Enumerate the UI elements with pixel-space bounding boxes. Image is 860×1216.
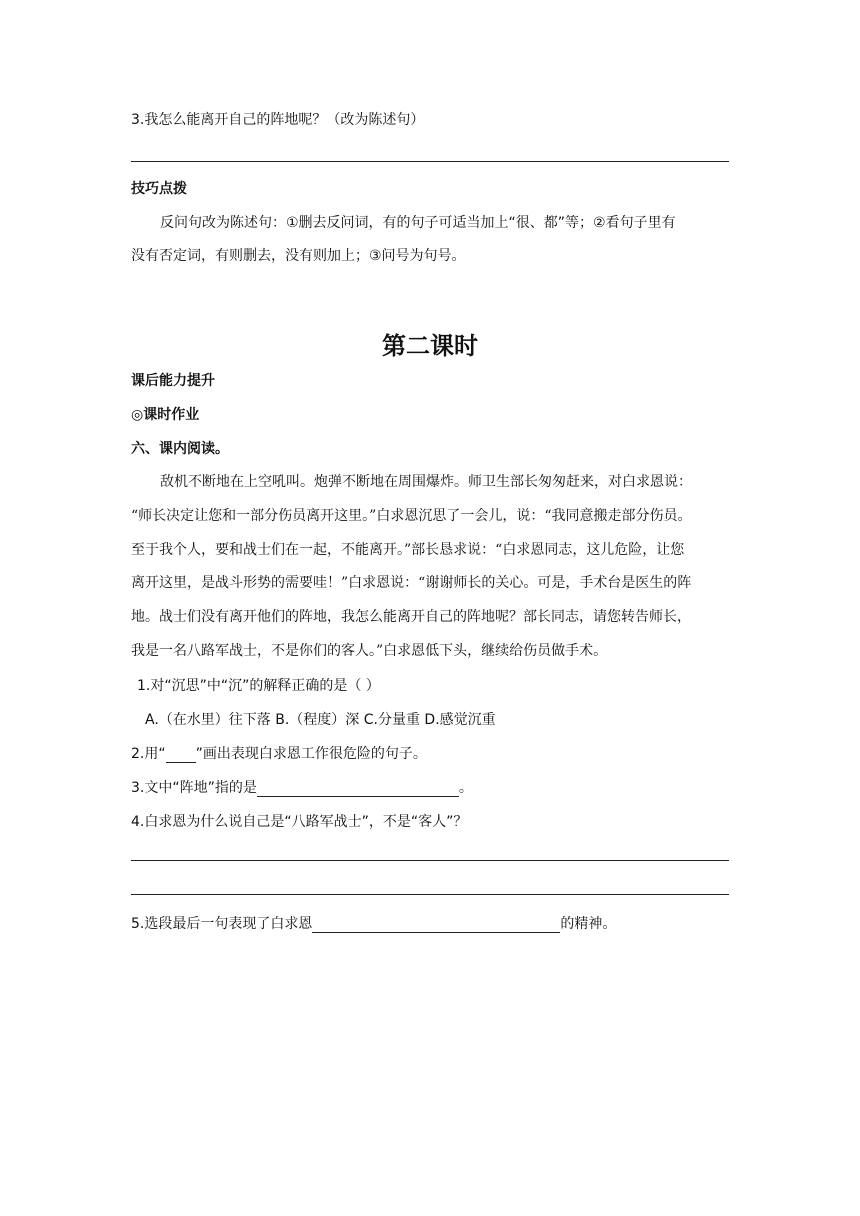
answer-blank[interactable] — [312, 918, 560, 933]
passage-line: 离开这里，是战斗形势的需要哇！”白求恩说：“谢谢师长的关心。可是，手术台是医生的阵 — [131, 575, 692, 591]
underline-sample — [166, 748, 196, 763]
question-3-text-post: 。 — [458, 780, 473, 796]
tips-line-2: 没有否定词，有则删去，没有则加上；③问号为句号。 — [131, 248, 466, 264]
tips-heading: 技巧点拨 — [131, 181, 187, 197]
passage-line: 地。战士们没有离开他们的阵地，我怎么能离开自己的阵地呢？部长同志，请您转告师长， — [131, 609, 691, 625]
question-3-rewrite: 3.我怎么能离开自己的阵地呢？（改为陈述句） — [131, 112, 425, 128]
question-3 — [131, 779, 473, 797]
question-1: 1.对“沉思”中“沉”的解释正确的是（ ） — [137, 678, 380, 694]
question-1-options: A.（在水里）往下落 B.（程度）深 C.分量重 D.感觉沉重 — [145, 712, 496, 728]
question-5 — [131, 915, 616, 933]
answer-line[interactable] — [131, 860, 729, 861]
question-2-text-post: ”画出表现白求恩工作很危险的句子。 — [195, 746, 427, 762]
lesson-title: 第二课时 — [382, 331, 478, 360]
passage-line: “师长决定让您和一部分伤员离开这里。”白求恩沉思了一会儿，说：“我同意搬走部分伤员。 — [131, 508, 692, 524]
answer-line — [131, 161, 729, 162]
passage-line: 敌机不断地在上空吼叫。炮弹不断地在周围爆炸。师卫生部长匆匆赶来，对白求恩说： — [160, 474, 692, 490]
question-3-text-pre: 3.文中“阵地”指的是 — [131, 780, 257, 796]
question-5-text-post: 的精神。 — [560, 916, 617, 932]
tips-line-1: 反问句改为陈述句：①删去反问词，有的句子可适当加上“很、都”等；②看句子里有 — [160, 215, 676, 231]
question-4: 4.白求恩为什么说自己是“八路军战士”，不是“客人”？ — [131, 814, 468, 830]
passage-line: 我是一名八路军战士，不是你们的客人。”白求恩低下头，继续给伤员做手术。 — [131, 643, 608, 659]
question-2 — [131, 745, 427, 763]
answer-blank[interactable] — [257, 782, 459, 797]
heading-ability: 课后能力提升 — [131, 373, 215, 389]
passage-line: 至于我个人，要和战士们在一起，不能离开。”部长恳求说：“白求恩同志，这儿危险，让您 — [131, 542, 685, 558]
question-2-text-pre: 2.用“ — [131, 746, 166, 762]
heading-reading: 六、课内阅读。 — [131, 441, 229, 457]
answer-line[interactable] — [131, 894, 729, 895]
question-5-text-pre: 5.选段最后一句表现了白求恩 — [131, 916, 313, 932]
heading-homework: ◎课时作业 — [131, 407, 200, 423]
